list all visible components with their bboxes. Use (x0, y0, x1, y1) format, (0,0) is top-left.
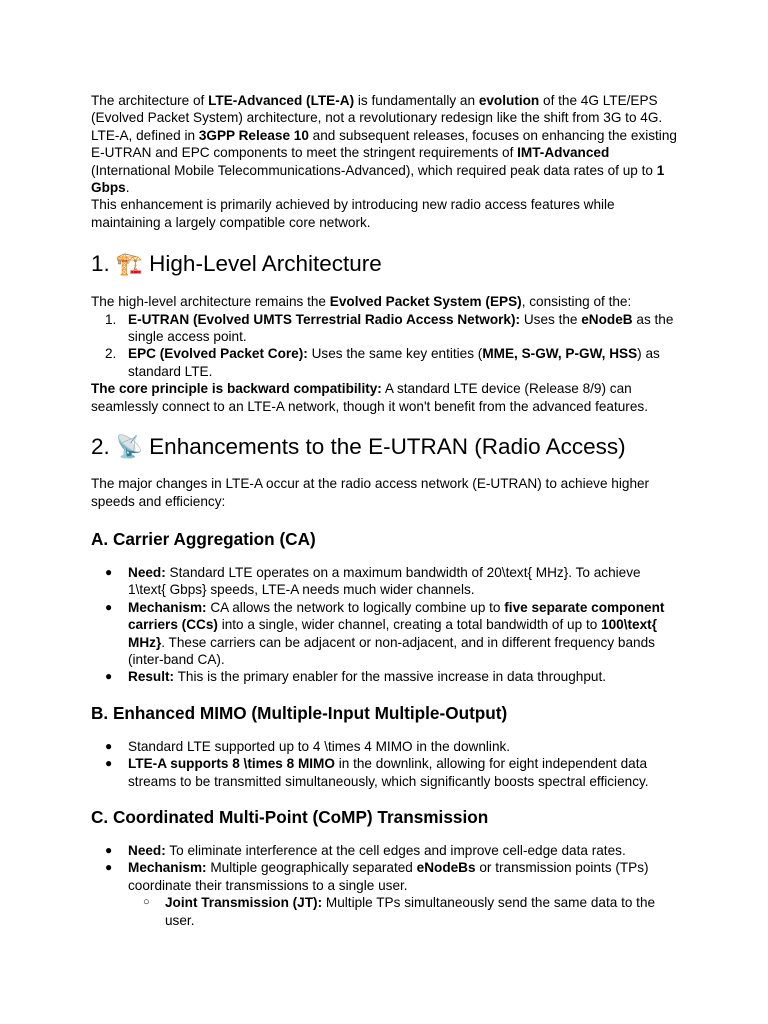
list-item (91, 842, 681, 859)
bold-text-run: LTE-Advanced (LTE-A) (208, 93, 355, 108)
construction-crane-icon: 🏗️ (115, 251, 144, 277)
text-run: To eliminate interference at the cell edges and improve cell-edge data rates. (165, 842, 626, 858)
list-item-text (128, 565, 641, 597)
list-item-text (128, 346, 660, 378)
list-item-text (128, 739, 510, 754)
bullet-icon: ● (105, 860, 113, 875)
list-item-text (128, 600, 664, 667)
bold-text-run: 3GPP Release 10 (198, 127, 309, 143)
list-item (91, 311, 681, 346)
text-run: in the downlink, allowing for eight independent data streams to be transmitted simultaneously, which significantly boosts spectral efficiency. (128, 756, 649, 789)
list-item (91, 345, 681, 380)
bold-text-run: Mechanism: (128, 860, 207, 876)
list-marker: 2. (105, 346, 117, 362)
section-2-intro (91, 475, 681, 510)
text-run: Uses the same key entities ( (307, 346, 483, 362)
text-run: A standard LTE device (Release 8/9) can seamlessly connect to an LTE-A network, though it won't benefit from the advanced features. (91, 381, 648, 414)
text-run: (International Mobile Telecommunications-Advanced), which required peak data rates of up to (91, 162, 657, 178)
bullet-icon: ● (105, 564, 113, 579)
list-item (91, 738, 681, 755)
text-run: . These carriers can be adjacent or non-adjacent, and in different frequency bands (inter-band CA). (128, 634, 655, 667)
bold-text-run: Mechanism: (128, 599, 207, 615)
bullet-icon: ● (105, 738, 113, 753)
bold-text-run: five separate component carriers (CCs) (128, 599, 665, 633)
text-run: The high-level architecture remains the (91, 294, 330, 310)
hollow-bullet-icon: ○ (143, 896, 150, 909)
section-2-title: Enhancements to the E-UTRAN (Radio Access) (149, 434, 626, 460)
subsection-b-list (91, 738, 681, 790)
section-2-heading (91, 433, 681, 461)
bold-text-run: 1 Gbps (91, 162, 665, 196)
bold-text-run: Joint Transmission (JT): (165, 895, 323, 911)
text-run: into a single, wider channel, creating a total bandwidth of up to (217, 617, 602, 633)
bold-text-run: LTE-A supports 8 \times 8 MIMO (128, 756, 335, 772)
text-run: is fundamentally an (354, 93, 479, 108)
text-run: Multiple geographically separated (206, 860, 417, 876)
text-run: Multiple TPs simultaneously send the same data to the user. (165, 895, 656, 928)
nested-list (128, 894, 681, 929)
section-1-heading (91, 250, 681, 278)
section-2-number: 2. (91, 434, 110, 460)
bold-text-run: Result: (128, 669, 175, 685)
list-item-text (128, 860, 649, 892)
list-item-text (128, 312, 673, 344)
text-run: as the single access point. (128, 311, 674, 345)
bullet-icon: ● (105, 599, 113, 614)
subsection-a-heading: A. Carrier Aggregation (CA) (91, 528, 316, 549)
bullet-icon: ● (105, 669, 113, 684)
text-run: Standard LTE supported up to 4 \times 4 MIMO in the downlink. (128, 738, 511, 754)
list-item (91, 668, 681, 685)
list-marker: 1. (105, 311, 117, 327)
list-item (91, 859, 681, 929)
text-run: The architecture of (91, 93, 209, 108)
bold-text-run: eNodeBs (416, 860, 476, 876)
section-1-intro (91, 293, 681, 310)
text-run: of the 4G LTE/EPS (Evolved Packet System) architecture, not a revolutionary redesign like the shift from 3G to 4G. LTE-A, defined in (91, 93, 663, 143)
text-run: . (125, 180, 130, 196)
text-run: This is the primary enabler for the massive increase in data throughput. (174, 669, 607, 685)
text-run: Standard LTE operates on a maximum bandwidth of 20\text{ MHz}. To achieve 1\text{ Gbps} speeds, LTE-A needs much wider channels. (128, 564, 641, 598)
list-item (91, 755, 681, 790)
text-run: and subsequent releases, focuses on enhancing the existing E-UTRAN and EPC components to meet the stringent requirements of (91, 127, 677, 161)
satellite-antenna-icon: 📡 (115, 434, 144, 460)
bold-text-run: IMT-Advanced (517, 145, 610, 161)
bold-text-run: Need: (128, 842, 166, 858)
nested-list-item (128, 894, 681, 929)
intro-paragraph-2 (91, 196, 681, 231)
text-run: This enhancement is primarily achieved by introducing new radio access features while maintaining a largely compatible core network. (91, 197, 615, 230)
list-item-text (128, 669, 606, 684)
list-item-text (128, 756, 649, 788)
bold-text-run: MME, S-GW, P-GW, HSS (482, 346, 638, 362)
subsection-b-heading: B. Enhanced MIMO (Multiple-Input Multiple-Output) (91, 702, 508, 723)
subsection-c-list (91, 842, 681, 929)
text-run: CA allows the network to logically combine up to (206, 599, 505, 615)
list-item (91, 599, 681, 669)
section-1-closing (91, 380, 681, 415)
text-run: , consisting of the: (521, 294, 632, 310)
nested-list-item-text (165, 895, 655, 927)
bold-text-run: 100\text{ MHz} (128, 617, 657, 650)
bullet-icon: ● (105, 756, 113, 771)
section-1-title: High-Level Architecture (149, 251, 382, 277)
bold-text-run: EPC (Evolved Packet Core): (128, 346, 308, 362)
bold-text-run: evolution (478, 93, 540, 108)
text-run: ) as standard LTE. (128, 346, 660, 379)
bullet-icon: ● (105, 842, 113, 857)
bold-text-run: Need: (128, 564, 166, 580)
bold-text-run: Evolved Packet System (EPS) (329, 294, 522, 310)
bold-text-run: The core principle is backward compatibility: (91, 381, 382, 397)
subsection-c-heading: C. Coordinated Multi-Point (CoMP) Transmission (91, 806, 489, 827)
text-run: or transmission points (TPs) coordinate their transmissions to a single user. (128, 860, 649, 893)
text-run: The major changes in LTE-A occur at the radio access network (E-UTRAN) to achieve higher speeds and efficiency: (91, 476, 650, 509)
list-item (91, 564, 681, 599)
subsection-a-list (91, 564, 681, 686)
document-page (91, 92, 681, 929)
list-item-text (128, 843, 626, 858)
intro-paragraph-1 (91, 92, 681, 196)
bold-text-run: E-UTRAN (Evolved UMTS Terrestrial Radio Access Network): (128, 311, 521, 327)
bold-text-run: eNodeB (581, 311, 633, 327)
section-1-list (91, 311, 681, 381)
text-run: Uses the (520, 311, 582, 327)
section-1-number: 1. (91, 251, 110, 277)
